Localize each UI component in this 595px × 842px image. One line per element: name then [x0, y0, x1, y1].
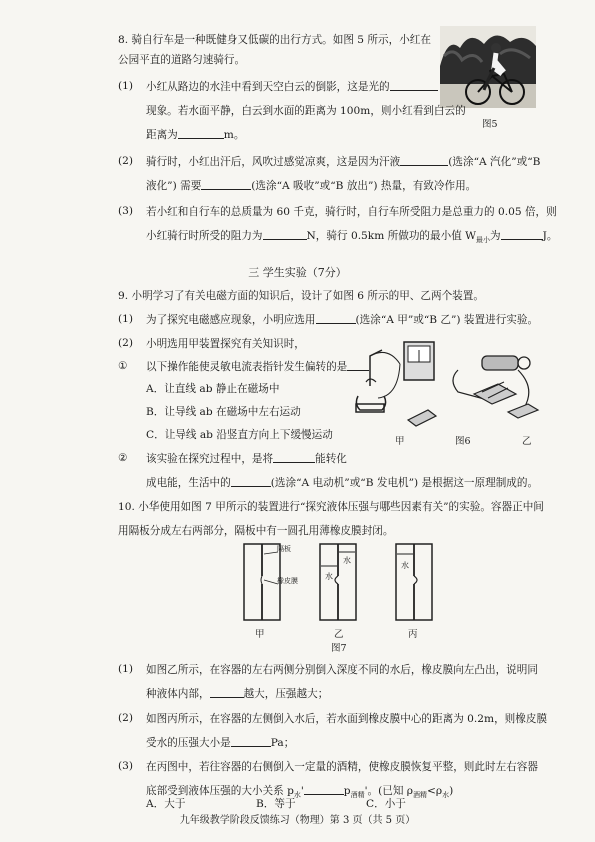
answer-blank: [231, 476, 271, 487]
q8-part2-line2: 液化”) 需要 (选涂“A 吸收”或“B 放出”) 热量，有致冷作用。: [146, 180, 477, 192]
figure-7-yi-water-right: 水: [343, 556, 351, 565]
q8-intro-line1: 8. 骑自行车是一种既健身又低碳的出行方式。如图 5 所示，小红在: [118, 34, 431, 46]
q10-option-a: A．大于: [146, 798, 186, 810]
q10-intro-line2: 用隔板分成左右两部分，隔板中有一圆孔用薄橡皮膜封闭。: [118, 525, 394, 537]
q10-part2-line1: 如图丙所示，在容器的左侧倒入水后，若水面到橡皮膜中心的距离为 0.2m，则橡皮膜: [146, 713, 548, 725]
answer-blank: [501, 229, 543, 240]
figure-7-label-bing: 丙: [408, 629, 418, 640]
figure-7-bing-water-left: 水: [401, 561, 409, 570]
answer-blank: [263, 229, 307, 240]
q10-part3-line1: 在丙图中，若往容器的右侧倒入一定量的酒精，使橡皮膜恢复平整，则此时左右容器: [146, 761, 538, 773]
figure-6-apparatus-image: [348, 336, 548, 436]
q9-sub1-number: ①: [118, 360, 128, 372]
q9-part1-number: (1): [118, 313, 134, 325]
figure-7-label-jia: 甲: [255, 629, 265, 640]
page-footer: 九年级教学阶段反馈练习（物理）第 3 页（共 5 页）: [179, 815, 416, 826]
figure-5-cyclist-image: [440, 26, 536, 108]
q10-intro-line1: 10. 小华使用如图 7 甲所示的装置进行“探究液体压强与哪些因素有关”的实验。容器正中间: [118, 501, 544, 513]
q10-part1-line2: 种液体内部， 越大，压强越大；: [146, 688, 329, 700]
q9-sub2-number: ②: [118, 452, 128, 464]
figure-7-label-yi: 乙: [334, 629, 344, 640]
figure-7-label-board: 隔板: [277, 545, 291, 553]
figure-7-containers-diagram: [240, 540, 440, 624]
q8-part2-line1: 骑行时，小红出汗后，风吹过感觉凉爽，这是因为汗液 (选涂“A 汽化”或“B: [146, 156, 541, 168]
answer-blank: [201, 179, 251, 190]
q10-part1-number: (1): [118, 663, 134, 675]
q8-part1-number: (1): [118, 80, 134, 92]
figure-6-label-yi: 乙: [522, 436, 532, 447]
q10-part3-line2: 底部受到液体压强的大小关系 $p_水'$ $p_{酒精}'$。(已知 $\rho_{酒精}<\rho_水$): [146, 785, 454, 800]
answer-blank: [400, 155, 448, 166]
q8-part1-line3: 距离为 m。: [146, 129, 245, 141]
q9-intro: 9. 小明学习了有关电磁方面的知识后，设计了如图 6 所示的甲、乙两个装置。: [118, 290, 484, 302]
q8-part2-number: (2): [118, 155, 134, 167]
q8-intro-line2: 公园平直的道路匀速骑行。: [118, 54, 246, 66]
q10-part2-line2: 受水的压强大小是 Pa；: [146, 737, 295, 749]
figure-6-caption: 图6: [455, 436, 471, 447]
figure-5-caption: 图5: [482, 119, 498, 130]
q8-part3-line2: 小红骑行时所受的阻力为 N，骑行 0.5km 所做功的最小值 $W_{最小}$为 J。: [146, 230, 558, 245]
q8-part3-line1: 若小红和自行车的总质量为 60 千克，骑行时，自行车所受阻力是总重力的 0.05 倍，则: [146, 206, 557, 218]
q8-part1-line2: 现象。若水面平静，白云到水面的距离为 100m，则小红看到白云的: [146, 105, 466, 117]
answer-blank: [304, 784, 344, 795]
q10-option-c: C．小于: [366, 798, 406, 810]
figure-6-label-jia: 甲: [395, 436, 405, 447]
q9-sub1-line: 以下操作能使灵敏电流表指针发生偏转的是: [146, 360, 369, 375]
q10-part3-number: (3): [118, 760, 134, 772]
q10-part2-number: (2): [118, 712, 134, 724]
answer-blank: [178, 128, 224, 139]
q9-part2-number: (2): [118, 337, 134, 349]
figure-7-label-membrane: 橡皮膜: [277, 577, 298, 585]
q10-part1-line1: 如图乙所示，在容器的左右两侧分别倒入深度不同的水后，橡皮膜向左凸出，说明同: [146, 664, 538, 676]
q8-part1-line1: 小红从路边的水洼中看到天空白云的倒影，这是光的: [146, 80, 438, 95]
q9-part1-line: 为了探究电磁感应现象，小明应选用 (选涂“A 甲”或“B 乙”) 装置进行实验。: [146, 314, 539, 326]
answer-blank: [390, 80, 438, 91]
figure-7-yi-water-left: 水: [325, 572, 333, 581]
q9-option-b: B．让导线 ab 在磁场中左右运动: [146, 406, 301, 418]
q9-option-c: C．让导线 ab 沿竖直方向上下缓慢运动: [146, 429, 333, 441]
answer-blank: [210, 687, 244, 698]
q10-option-b: B．等于: [256, 798, 296, 810]
q9-sub2-line1: 该实验在探究过程中，是将 能转化: [146, 453, 347, 465]
q9-part2-line: 小明选用甲装置探究有关知识时，: [146, 338, 305, 350]
answer-blank: [273, 452, 315, 463]
answer-blank: [231, 736, 271, 747]
answer-blank: [316, 313, 356, 324]
figure-7-caption: 图7: [331, 643, 347, 654]
q9-option-a: A．让直线 ab 静止在磁场中: [146, 383, 280, 395]
section-heading: 三 学生实验（7分）: [248, 266, 347, 279]
q9-sub2-line2: 成电能，生活中的 (选涂“A 电动机”或“B 发电机”) 是根据这一原理制成的。: [146, 477, 539, 489]
q8-part3-number: (3): [118, 205, 134, 217]
